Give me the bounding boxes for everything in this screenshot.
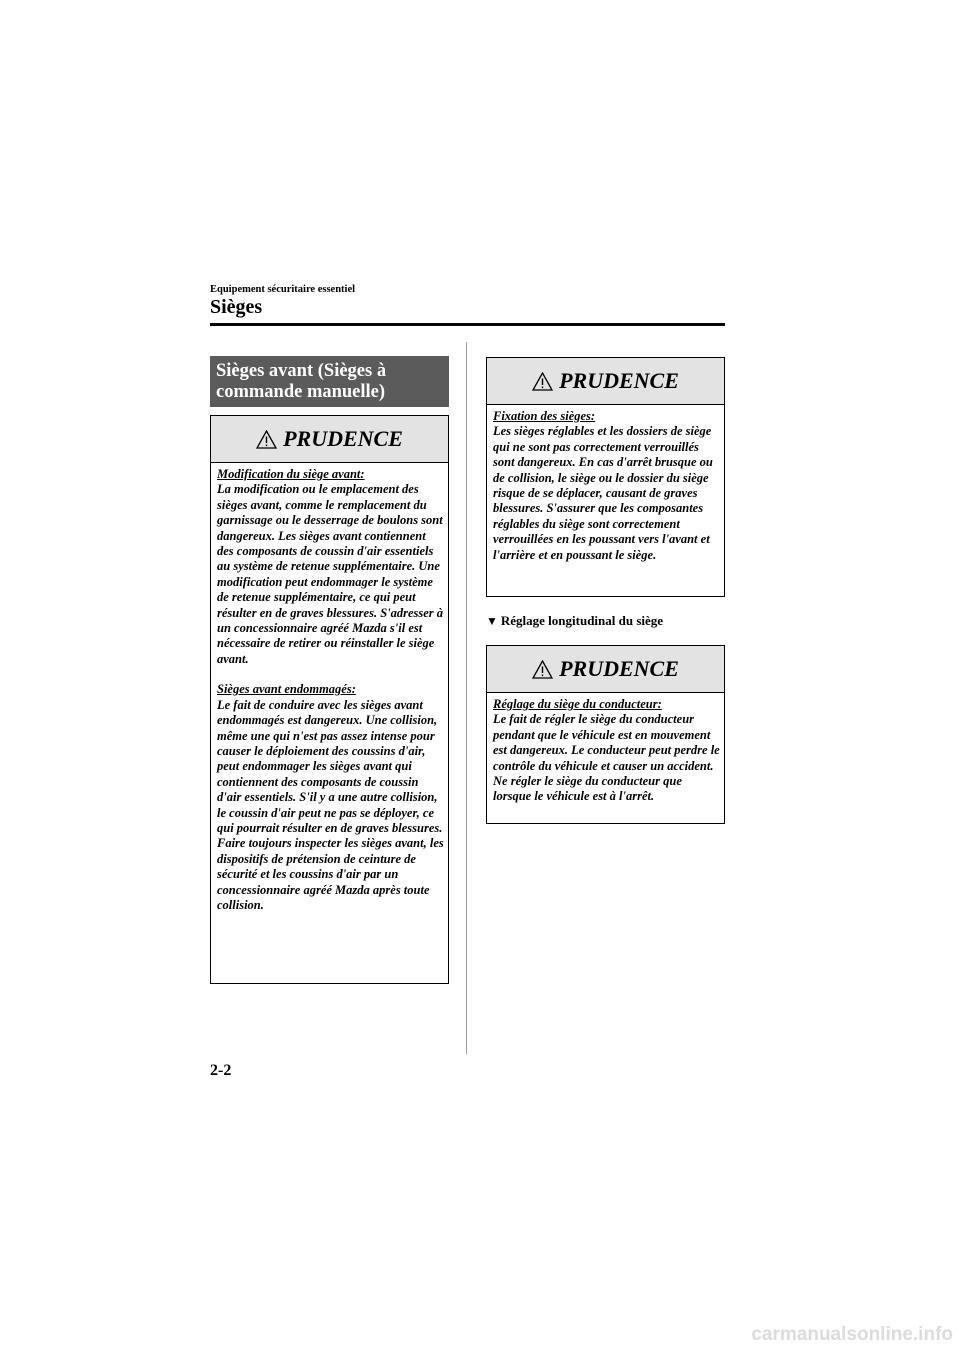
caution-title: PRUDENCE — [283, 426, 403, 451]
caution-subtitle: Modification du siège avant: — [217, 467, 365, 481]
watermark: carmanualsonline.info — [751, 1324, 953, 1345]
subsection-heading — [486, 613, 663, 629]
section-heading: Sièges avant (Sièges à commande manuelle) — [210, 356, 449, 407]
caution-subtitle: Réglage du siège du conducteur: — [493, 697, 662, 711]
column-divider — [466, 342, 467, 1054]
caution-header — [487, 358, 724, 405]
page-title: Sièges — [210, 296, 263, 318]
header-rule — [210, 323, 725, 326]
caution-header — [211, 416, 448, 463]
caution-body — [487, 693, 724, 805]
caution-text: Le fait de régler le siège du conducteur pendant que le véhicule est en mouvement est dangereux. Le conducteur peut perdre le contrôle du véhicule et causer un accident. Ne régler le siège du conducteur que lorsque le véhicule est à l'arrêt. — [493, 712, 720, 804]
page-number: 2-2 — [210, 1062, 232, 1079]
caution-text: La modification ou le emplacement des sièges avant, comme le remplacement du garnissage ou le desserrage de boulons sont dangereux. Les sièges avant contiennent des composants de coussin d'air essentiels au système de retenue supplémentaire. Une modification peut endommager le système de retenue supplémentaire, ce qui peut résulter en de graves blessures. S'adresser à un concessionnaire agréé Mazda s'il est nécessaire de retirer ou réinstaller le siège avant. — [217, 482, 444, 666]
warning-triangle-icon — [256, 430, 277, 449]
caution-box-front-seats — [210, 415, 449, 984]
caution-text: Les sièges réglables et les dossiers de siège qui ne sont pas correctement verrouillés sont dangereux. En cas d'arrêt brusque ou de collision, le siège ou le dossier du siège risque de se déplacer, causant de graves blessures. S'assurer que les composantes réglables du siège sont correctement verrouillées en les poussant vers l'avant et l'arrière et en poussant le siège. — [493, 424, 713, 562]
subsection-heading-text: Réglage longitudinal du siège — [500, 613, 664, 628]
caution-body — [487, 405, 724, 563]
caution-box-seat-fixing — [486, 357, 725, 597]
caution-header — [487, 646, 724, 693]
caution-subtitle: Sièges avant endommagés: — [217, 682, 356, 697]
warning-triangle-icon — [532, 660, 553, 679]
caution-text: Le fait de conduire avec les sièges avant endommagés est dangereux. Une collision, même une qui n'est pas assez intense pour causer le déploiement des coussins d'air, peut endommager les sièges avant qui contiennent des composants de coussin d'air essentiels. S'il y a une autre collision, le coussin d'air peut ne pas se déployer, ce qui pourrait résulter en de graves blessures. Faire toujours inspecter les sièges avant, les dispositifs de prétension de ceinture de sécurité et les coussins d'air par un concessionnaire agréé Mazda après toute collision. — [217, 697, 444, 912]
section-label: Equipement sécuritaire essentiel — [210, 284, 356, 295]
caution-title: PRUDENCE — [559, 368, 679, 393]
caution-box-driver-seat — [486, 645, 725, 824]
warning-triangle-icon — [532, 372, 553, 391]
caution-body — [211, 463, 448, 913]
triangle-bullet-icon: ▼ — [486, 614, 498, 628]
caution-subtitle: Fixation des sièges: — [493, 409, 596, 423]
caution-title: PRUDENCE — [559, 656, 679, 681]
